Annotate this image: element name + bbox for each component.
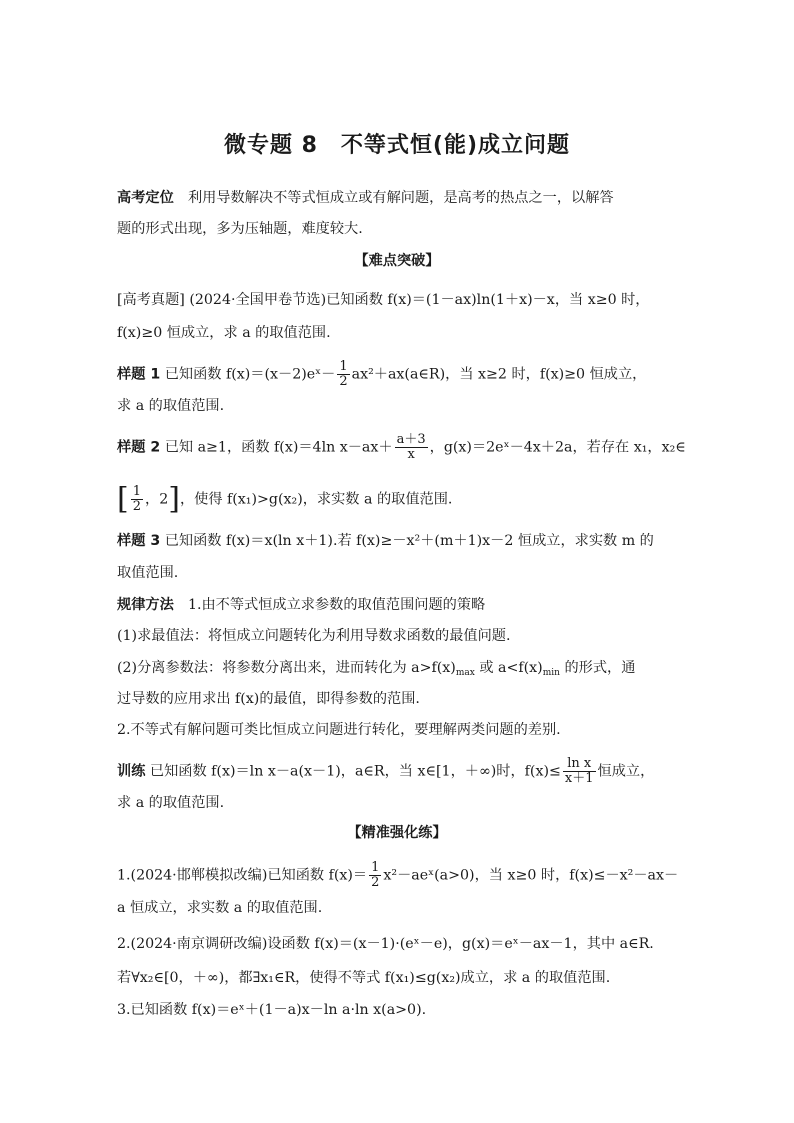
method-text-1: 1.由不等式恒成立求参数的取值范围问题的策略 [173,597,486,613]
example-3-text-1: 已知函数 f(x)＝x(ln x＋1).若 f(x)≥－x²＋(m＋1)x－2 恒成立，求实数 m 的 [160,533,654,549]
method-sub-max: max [455,668,475,678]
example-2-label: 样题 2 [117,439,161,456]
example-2-line-1 [117,432,686,462]
real-question-text-1: (2024·全国甲卷节选)已知函数 f(x)＝(1－ax)ln(1＋x)－x，当 x≥0 时， [184,292,650,308]
method-sub-min: min [542,668,560,678]
intro-line-2: 题的形式出现，多为压轴题，难度较大. [117,221,363,237]
question-1-text-post: x²－aeˣ(a>0)，当 x≥0 时，f(x)≤－x²－ax－ [383,867,679,884]
interval-fraction-num: 1 [132,484,141,499]
example-3-line-2: 取值范围. [117,565,179,581]
example-1-fraction [337,360,349,389]
real-question-line-2: f(x)≥0 恒成立，求 a 的取值范围. [117,325,331,341]
question-2-line-1: 2.(2024·南京调研改编)设函数 f(x)＝(x－1)·(eˣ－e)，g(x)＝eˣ－ax－1，其中 a∈R. [117,936,654,952]
example-2-fraction [395,433,428,462]
question-1-line-1 [117,861,679,890]
example-2-text-tail: ，使得 f(x₁)>g(x₂)，求实数 a 的取值范围. [179,491,453,508]
method-text-3a: (2)分离参数法：将参数分离出来，进而转化为 a>f(x) [117,660,456,676]
training-fraction-num: ln x [563,757,596,772]
question-3-line-1: 3.已知函数 f(x)＝eˣ＋(1－a)x－ln a·ln x(a>0). [117,1002,427,1018]
training-line-1 [117,757,679,786]
example-2-fraction-num: a＋3 [396,432,426,447]
method-label: 规律方法 [117,597,174,613]
method-text-3c: 的形式，通 [559,660,636,676]
real-question-label: [高考真题] [117,292,185,308]
interval-fraction [131,485,143,514]
example-3-label: 样题 3 [117,533,161,549]
training-text-post: 恒成立， [597,763,655,780]
method-text-3b: 或 a<f(x) [474,660,543,676]
question-1-fraction-num: 1 [371,860,380,875]
method-line-1 [117,595,679,615]
interval-mid: ，2 [145,491,169,508]
training-line-2: 求 a 的取值范围. [117,795,225,811]
question-1-fraction-den: 2 [371,875,380,890]
interval-left-bracket: [ [117,481,129,517]
example-1-line-1 [117,360,679,389]
example-3-line-1 [117,531,679,551]
method-line-4: 过导数的应用求出 f(x)的最值，即得参数的范围. [117,691,420,707]
method-line-5: 2.不等式有解问题可类比恒成立问题进行转化，要理解两类问题的差别. [117,722,561,738]
intro-line-1 [117,188,679,208]
example-1-fraction-den: 2 [339,374,348,389]
method-line-2: (1)求最值法：将恒成立问题转化为利用导数求函数的最值问题. [117,628,511,644]
interval-fraction-den: 2 [132,499,141,514]
training-fraction-den: x＋1 [564,771,594,786]
page-title: 微专题 8 不等式恒(能)成立问题 [223,133,571,158]
example-2-text-post: ，g(x)＝2eˣ－4x＋2a，若存在 x₁，x₂∈ [429,439,686,456]
section-heading-breakthrough: 【难点突破】 [354,253,440,269]
question-1-line-2: a 恒成立，求实数 a 的取值范围. [117,900,323,916]
training-text-pre: 已知函数 f(x)＝ln x－a(x－1)，a∈R，当 x∈[1，＋∞)时，f(x)≤ [145,763,561,780]
example-1-fraction-num: 1 [339,359,348,374]
question-1-text-pre: 1.(2024·邯郸模拟改编)已知函数 f(x)＝ [117,867,368,884]
real-question-line-1 [117,290,679,310]
example-1-text-post: ax²＋ax(a∈R)，当 x≥2 时，f(x)≥0 恒成立， [351,366,647,383]
example-1-label: 样题 1 [117,366,161,383]
interval-right-bracket: ] [168,481,180,517]
training-fraction [563,757,596,786]
training-label: 训练 [117,763,146,780]
intro-label: 高考定位 [117,190,174,206]
intro-text-1: 利用导数解决不等式恒成立或有解问题，是高考的热点之一，以解答 [173,190,614,206]
question-2-line-2: 若∀x₂∈[0，＋∞)，都∃x₁∈R，使得不等式 f(x₁)≤g(x₂)成立，求 a 的取值范围. [117,970,611,986]
example-1-line-2: 求 a 的取值范围. [117,398,225,414]
method-line-3 [117,658,679,678]
example-1-text-pre: 已知函数 f(x)＝(x－2)eˣ－ [160,366,336,383]
example-2-text-pre: 已知 a≥1，函数 f(x)＝4ln x－ax＋ [160,439,393,456]
example-2-line-2 [117,481,679,517]
section-heading-practice: 【精准强化练】 [347,825,447,841]
question-1-fraction [369,861,381,890]
example-2-fraction-den: x [407,447,415,462]
